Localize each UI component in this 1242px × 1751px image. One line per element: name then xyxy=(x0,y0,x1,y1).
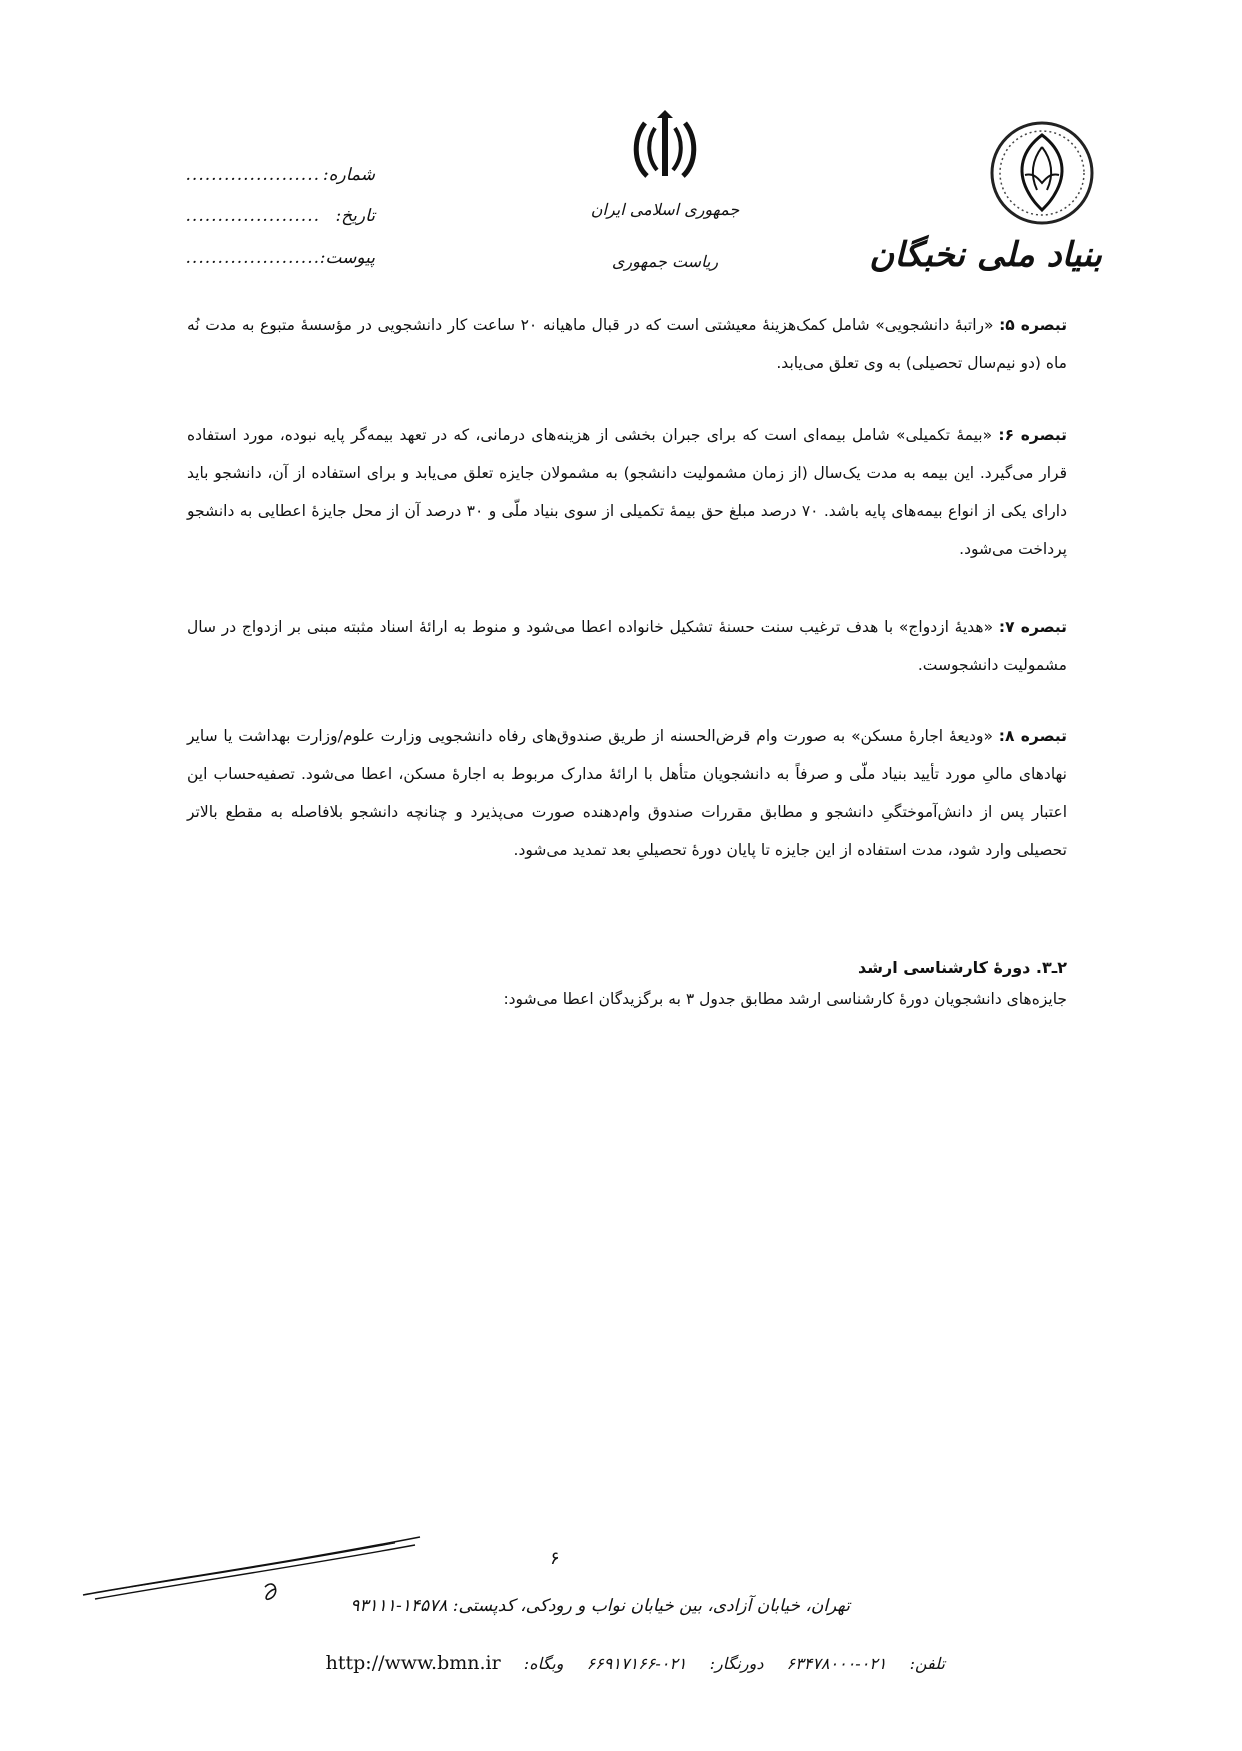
letter-date-row xyxy=(135,206,375,232)
presidency-title: ریاست جمهوری xyxy=(611,252,719,271)
letter-number-row xyxy=(135,165,375,191)
note-6-paragraph xyxy=(187,416,1067,568)
letter-attachment-label: پیوست: xyxy=(319,248,375,268)
section-intro-text: جایزه‌های دانشجویان دورهٔ کارشناسی ارشد مطابق جدول ۳ به برگزیدگان اعطا می‌شود: xyxy=(503,990,1067,1008)
postal-address: تهران، خیابان آزادی، بین خیابان نواب و رودکی، کدپستی: ۱۴۵۷۸-۹۳۱۱۱ xyxy=(350,1596,850,1616)
page-number: ۶ xyxy=(550,1548,560,1569)
letter-date-value: ..................... xyxy=(185,206,320,226)
note-8-paragraph xyxy=(187,717,1067,869)
website-link[interactable]: http://www.bmn.ir xyxy=(325,1652,501,1674)
section-heading: ۲ـ۳. دورهٔ کارشناسی ارشد xyxy=(858,958,1067,977)
letter-attachment-value: ..................... xyxy=(185,248,320,268)
phone-number: ۰۲۱-۶۳۴۷۸۰۰۰ xyxy=(786,1654,887,1673)
fax-label: دورنگار: xyxy=(709,1654,764,1673)
note-7-text: «هدیهٔ ازدواج» با هدف ترغیب سنت حسنهٔ تشکیل خانواده اعطا می‌شود و منوط به ارائهٔ اسناد مثبته مبنی بر ازدواج در سال مشمولیت دانشجوست. xyxy=(187,618,1067,674)
letter-date-label: تاریخ: xyxy=(335,206,375,226)
website-label: وبگاه: xyxy=(523,1654,564,1673)
letter-number-value: ..................... xyxy=(185,165,320,185)
republic-title: جمهوری اسلامی ایران xyxy=(590,200,740,219)
letter-number-label: شماره: xyxy=(322,165,375,185)
note-6-text: «بیمهٔ تکمیلی» شامل بیمه‌ای است که برای جبران بخشی از هزینه‌های درمانی، که در تعهد بیمه‌گر پایه نبوده، مورد استفاده قرار می‌گیرد. این بیمه به مدت یک‌سال (از زمان مشمولیت دانشجو) به مشمولان جایزه تعلق می‌یابد و برای استفاده از آن، دانشجو باید دارای یکی از انواع بیمه‌های پایه باشد. ۷۰ درصد مبلغ حق بیمهٔ تکمیلی از سوی بنیاد ملّی و ۳۰ درصد آن از محل جایزهٔ اعطایی به دانشجو پرداخت می‌شود. xyxy=(187,426,1067,558)
note-5-text: «راتبهٔ دانشجویی» شامل کمک‌هزینهٔ معیشتی است که در قبال ماهیانه ۲۰ ساعت کار دانشجویی در مؤسسهٔ متبوع به مدت نُه ماه (دو نیم‌سال تحصیلی) به وی تعلق می‌یابد. xyxy=(187,316,1067,372)
note-8-title: تبصره ۸: xyxy=(998,727,1067,745)
note-7-title: تبصره ۷: xyxy=(998,618,1068,636)
phone-label: تلفن: xyxy=(909,1654,945,1673)
contact-row xyxy=(295,1652,945,1674)
iran-emblem-icon xyxy=(625,108,705,188)
note-8-text: «ودیعهٔ اجارهٔ مسکن» به صورت وام قرض‌الحسنه از طریق صندوق‌های رفاه دانشجویی وزارت علوم/وزارت بهداشت یا سایر نهادهای مالیِ مورد تأیید بنیاد ملّی و صرفاً به دانشجویان متأهل با ارائهٔ مدارک مربوط به اجارهٔ مسکن، اعطا می‌شود. تصفیه‌حساب این اعتبار پس از دانش‌آموختگیِ دانشجو و مطابق مقررات صندوق وام‌دهنده صورت می‌پذیرد و چنانچه دانشجو بلافاصله به مقطع بالاتر تحصیلی وارد شود، مدت استفاده از این جایزه تا پایان دورهٔ تحصیلیِ بعد تمدید می‌شود. xyxy=(187,727,1067,859)
note-5-title: تبصره ۵: xyxy=(999,316,1068,334)
note-6-title: تبصره ۶: xyxy=(998,426,1067,444)
note-5-paragraph xyxy=(187,306,1067,382)
letter-attachment-row xyxy=(135,248,375,274)
foundation-name: بنیاد ملی نخبگان xyxy=(869,235,1102,275)
note-7-paragraph xyxy=(187,608,1067,684)
fax-number: ۰۲۱-۶۶۹۱۷۱۶۶ xyxy=(586,1654,687,1673)
